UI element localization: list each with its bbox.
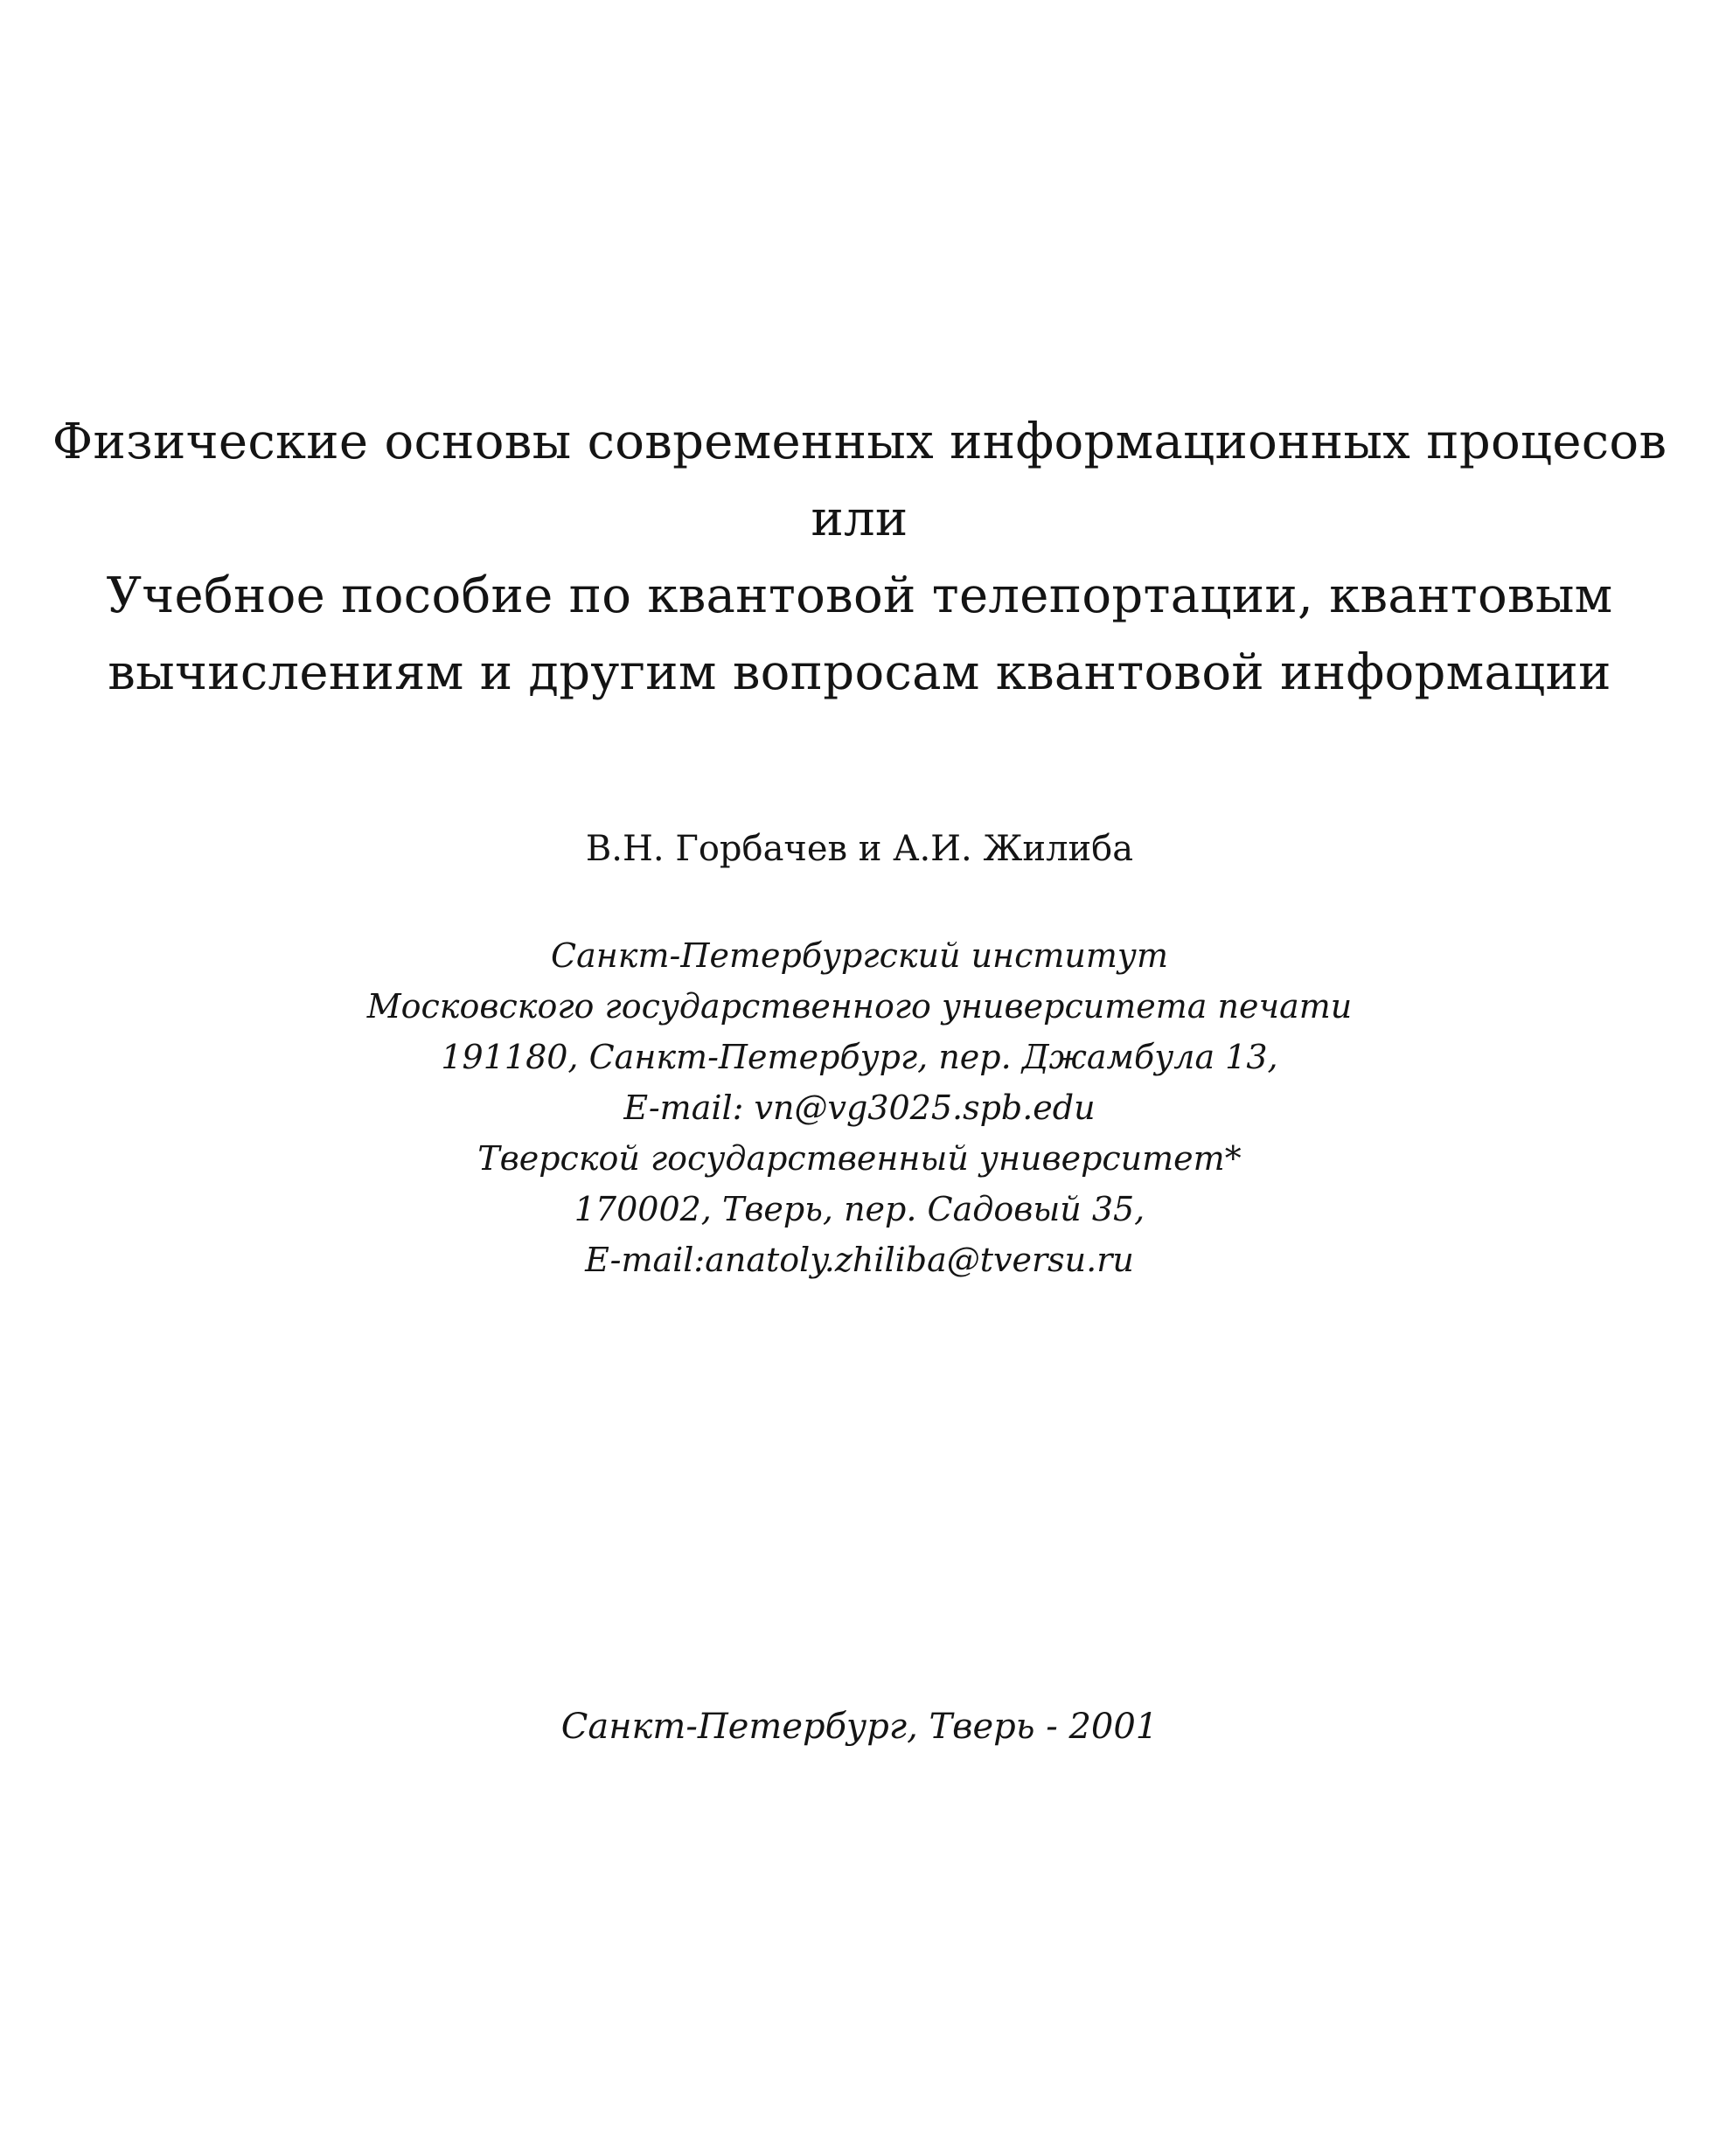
title-line: или [811, 490, 908, 547]
affiliation-line: 191180, Санкт-Петербург, пер. Джамбула 13, [441, 1038, 1278, 1076]
authors: В.Н. Горбачев и А.И. Жилиба [585, 829, 1134, 869]
place-and-year: Санкт-Петербург, Тверь - 2001 [560, 1707, 1159, 1747]
affiliation-line: 170002, Тверь, пер. Садовый 35, [574, 1190, 1145, 1228]
title-line: вычислениям и другим вопросам квантовой информации [108, 644, 1611, 701]
affiliation-line: Тверской государственный университет* [477, 1139, 1242, 1178]
title-line: Физические основы современных информационных процесов [52, 414, 1667, 470]
affiliation-line: Московского государственного университета печати [366, 987, 1353, 1026]
email-line: E-mail:anatoly.zhiliba@tversu.ru [585, 1241, 1134, 1279]
affiliation-line: Санкт-Петербургский институт [551, 936, 1168, 975]
book-title [0, 404, 1719, 712]
affiliations [0, 930, 1719, 1285]
email-line: E-mail: vn@vg3025.spb.edu [623, 1088, 1096, 1127]
title-line: Учебное пособие по квантовой телепортации, квантовым [106, 567, 1613, 624]
